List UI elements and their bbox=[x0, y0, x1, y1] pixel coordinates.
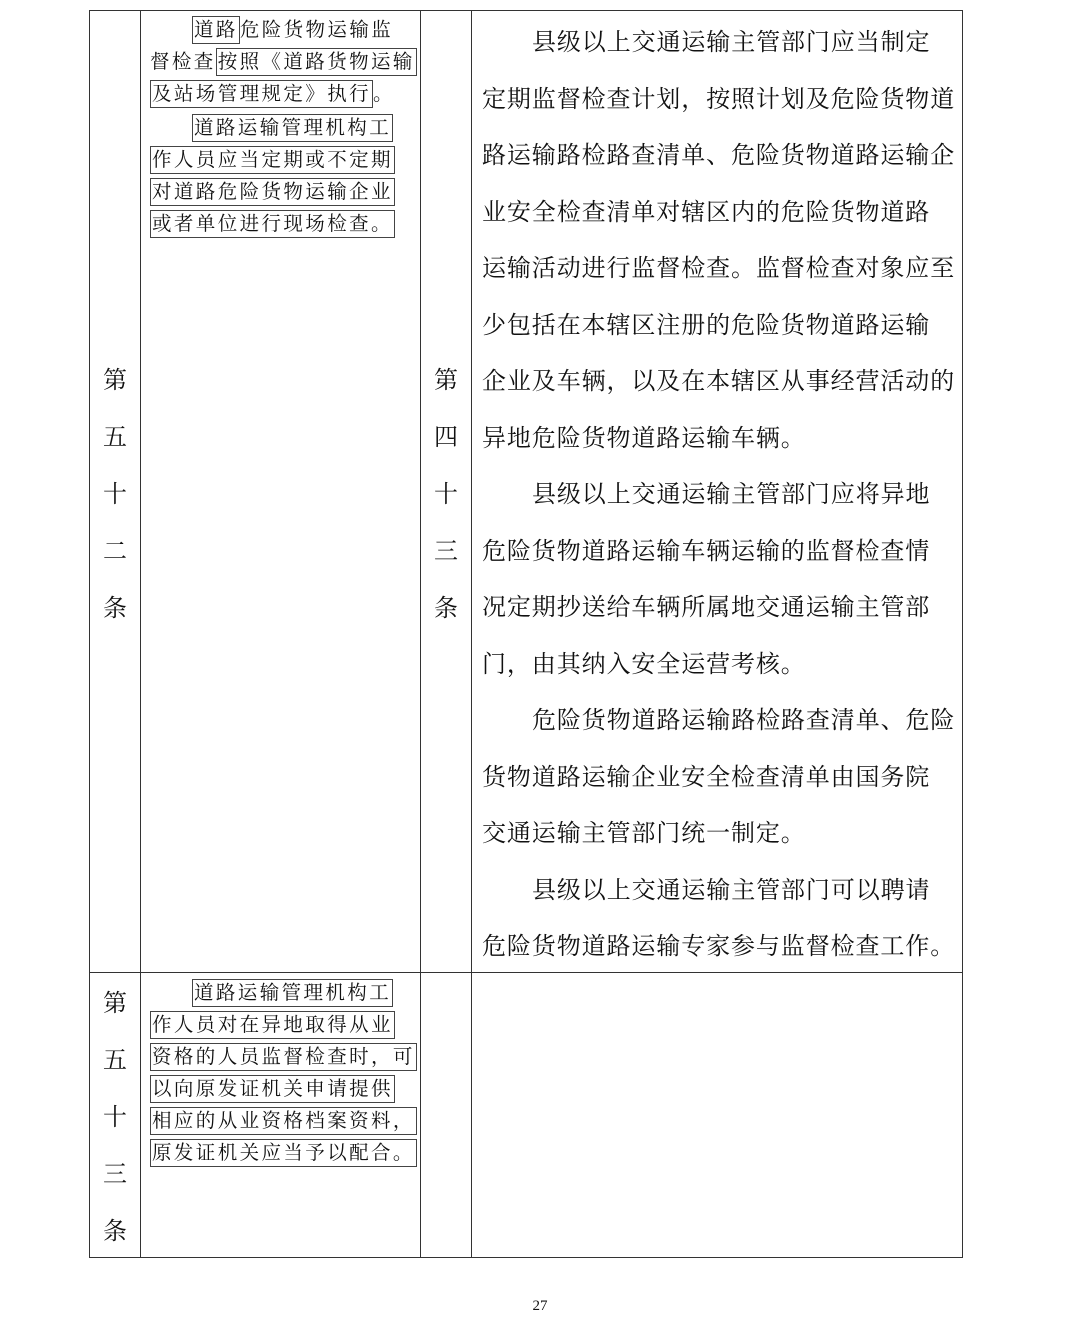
text-line bbox=[150, 47, 417, 76]
article-char: 条 bbox=[103, 594, 127, 622]
article-char: 第 bbox=[103, 366, 127, 394]
deleted-text-box: 道路 bbox=[192, 16, 240, 44]
article-char: 十 bbox=[103, 1103, 127, 1131]
article-char: 第 bbox=[434, 366, 458, 394]
article-char: 十 bbox=[434, 480, 458, 508]
deleted-text-box: 作人员对在异地取得从业 bbox=[150, 1011, 395, 1039]
deleted-text-box: 道路运输管理机构工 bbox=[192, 979, 393, 1007]
text-line: 少包括在本辖区注册的危险货物道路运输 bbox=[482, 311, 931, 339]
article-char: 二 bbox=[103, 537, 127, 565]
text-line bbox=[192, 15, 393, 44]
text-line: 县级以上交通运输主管部门可以聘请 bbox=[532, 876, 931, 904]
column-divider-3 bbox=[471, 10, 472, 1258]
text-line bbox=[150, 145, 395, 174]
text-line bbox=[150, 1138, 417, 1167]
text-line: 定期监督检查计划，按照计划及危险货物道 bbox=[482, 85, 956, 113]
article-char: 三 bbox=[434, 537, 458, 565]
text-line: 县级以上交通运输主管部门应将异地 bbox=[532, 480, 931, 508]
table-bottom-border bbox=[89, 1257, 963, 1258]
new-article-number-43 bbox=[421, 352, 471, 637]
deleted-text-box: 以向原发证机关申请提供 bbox=[150, 1075, 395, 1103]
text-line bbox=[150, 209, 395, 238]
page-number: 27 bbox=[532, 1298, 548, 1314]
text-line bbox=[150, 177, 395, 206]
text-line bbox=[150, 1106, 417, 1135]
article-char: 第 bbox=[103, 989, 127, 1017]
deleted-text-box: 或者单位进行现场检查。 bbox=[150, 210, 395, 238]
article-char: 五 bbox=[103, 423, 127, 451]
deleted-text-box: 作人员应当定期或不定期 bbox=[150, 146, 395, 174]
text-line: 路运输路检路查清单、危险货物道路运输企 bbox=[482, 141, 956, 169]
column-divider-1 bbox=[140, 10, 141, 1258]
text-line: 门，由其纳入安全运营考核。 bbox=[482, 650, 806, 678]
article-char: 十 bbox=[103, 480, 127, 508]
text-line bbox=[192, 978, 393, 1007]
article-char: 四 bbox=[434, 423, 458, 451]
text-line: 县级以上交通运输主管部门应当制定 bbox=[532, 28, 931, 56]
deleted-text-box: 道路运输管理机构工 bbox=[192, 114, 393, 142]
text-line: 危险货物道路运输专家参与监督检查工作。 bbox=[482, 932, 956, 960]
text-line: 货物道路运输企业安全检查清单由国务院 bbox=[482, 763, 931, 791]
text-line: 运输活动进行监督检查。监督检查对象应至 bbox=[482, 254, 956, 282]
deleted-text-box: 资格的人员监督检查时，可 bbox=[150, 1043, 417, 1071]
deleted-text-box: 原发证机关应当予以配合。 bbox=[150, 1139, 417, 1167]
deleted-text-box: 相应的从业资格档案资料， bbox=[150, 1107, 417, 1135]
text-line bbox=[192, 113, 393, 142]
article-char: 条 bbox=[103, 1217, 127, 1245]
text-line: 况定期抄送给车辆所属地交通运输主管部 bbox=[482, 593, 931, 621]
text-line bbox=[150, 79, 395, 108]
text-line: 企业及车辆，以及在本辖区从事经营活动的 bbox=[482, 367, 956, 395]
text-fragment: 危险货物运输监 bbox=[239, 18, 394, 41]
text-line: 交通运输主管部门统一制定。 bbox=[482, 819, 806, 847]
text-fragment: 。 bbox=[373, 82, 395, 105]
text-line: 异地危险货物道路运输车辆。 bbox=[482, 424, 806, 452]
text-line: 危险货物道路运输车辆运输的监督检查情 bbox=[482, 537, 931, 565]
text-line: 危险货物道路运输路检路查清单、危险 bbox=[532, 706, 956, 734]
text-line bbox=[150, 1074, 395, 1103]
article-char: 条 bbox=[434, 594, 458, 622]
table-right-border bbox=[962, 10, 963, 1258]
table-top-border bbox=[89, 10, 963, 11]
text-line bbox=[150, 1010, 395, 1039]
deleted-text-box: 按照《道路货物运输 bbox=[216, 48, 417, 76]
old-article-number-52 bbox=[90, 352, 140, 637]
deleted-text-box: 及站场管理规定》执行 bbox=[150, 80, 373, 108]
deleted-text-box: 对道路危险货物运输企业 bbox=[150, 178, 395, 206]
article-char: 五 bbox=[103, 1046, 127, 1074]
text-line: 业安全检查清单对辖区内的危险货物道路 bbox=[482, 198, 931, 226]
text-fragment: 督检查 bbox=[150, 50, 216, 73]
old-article-number-53 bbox=[90, 975, 140, 1260]
article-char: 三 bbox=[103, 1160, 127, 1188]
text-line bbox=[150, 1042, 417, 1071]
